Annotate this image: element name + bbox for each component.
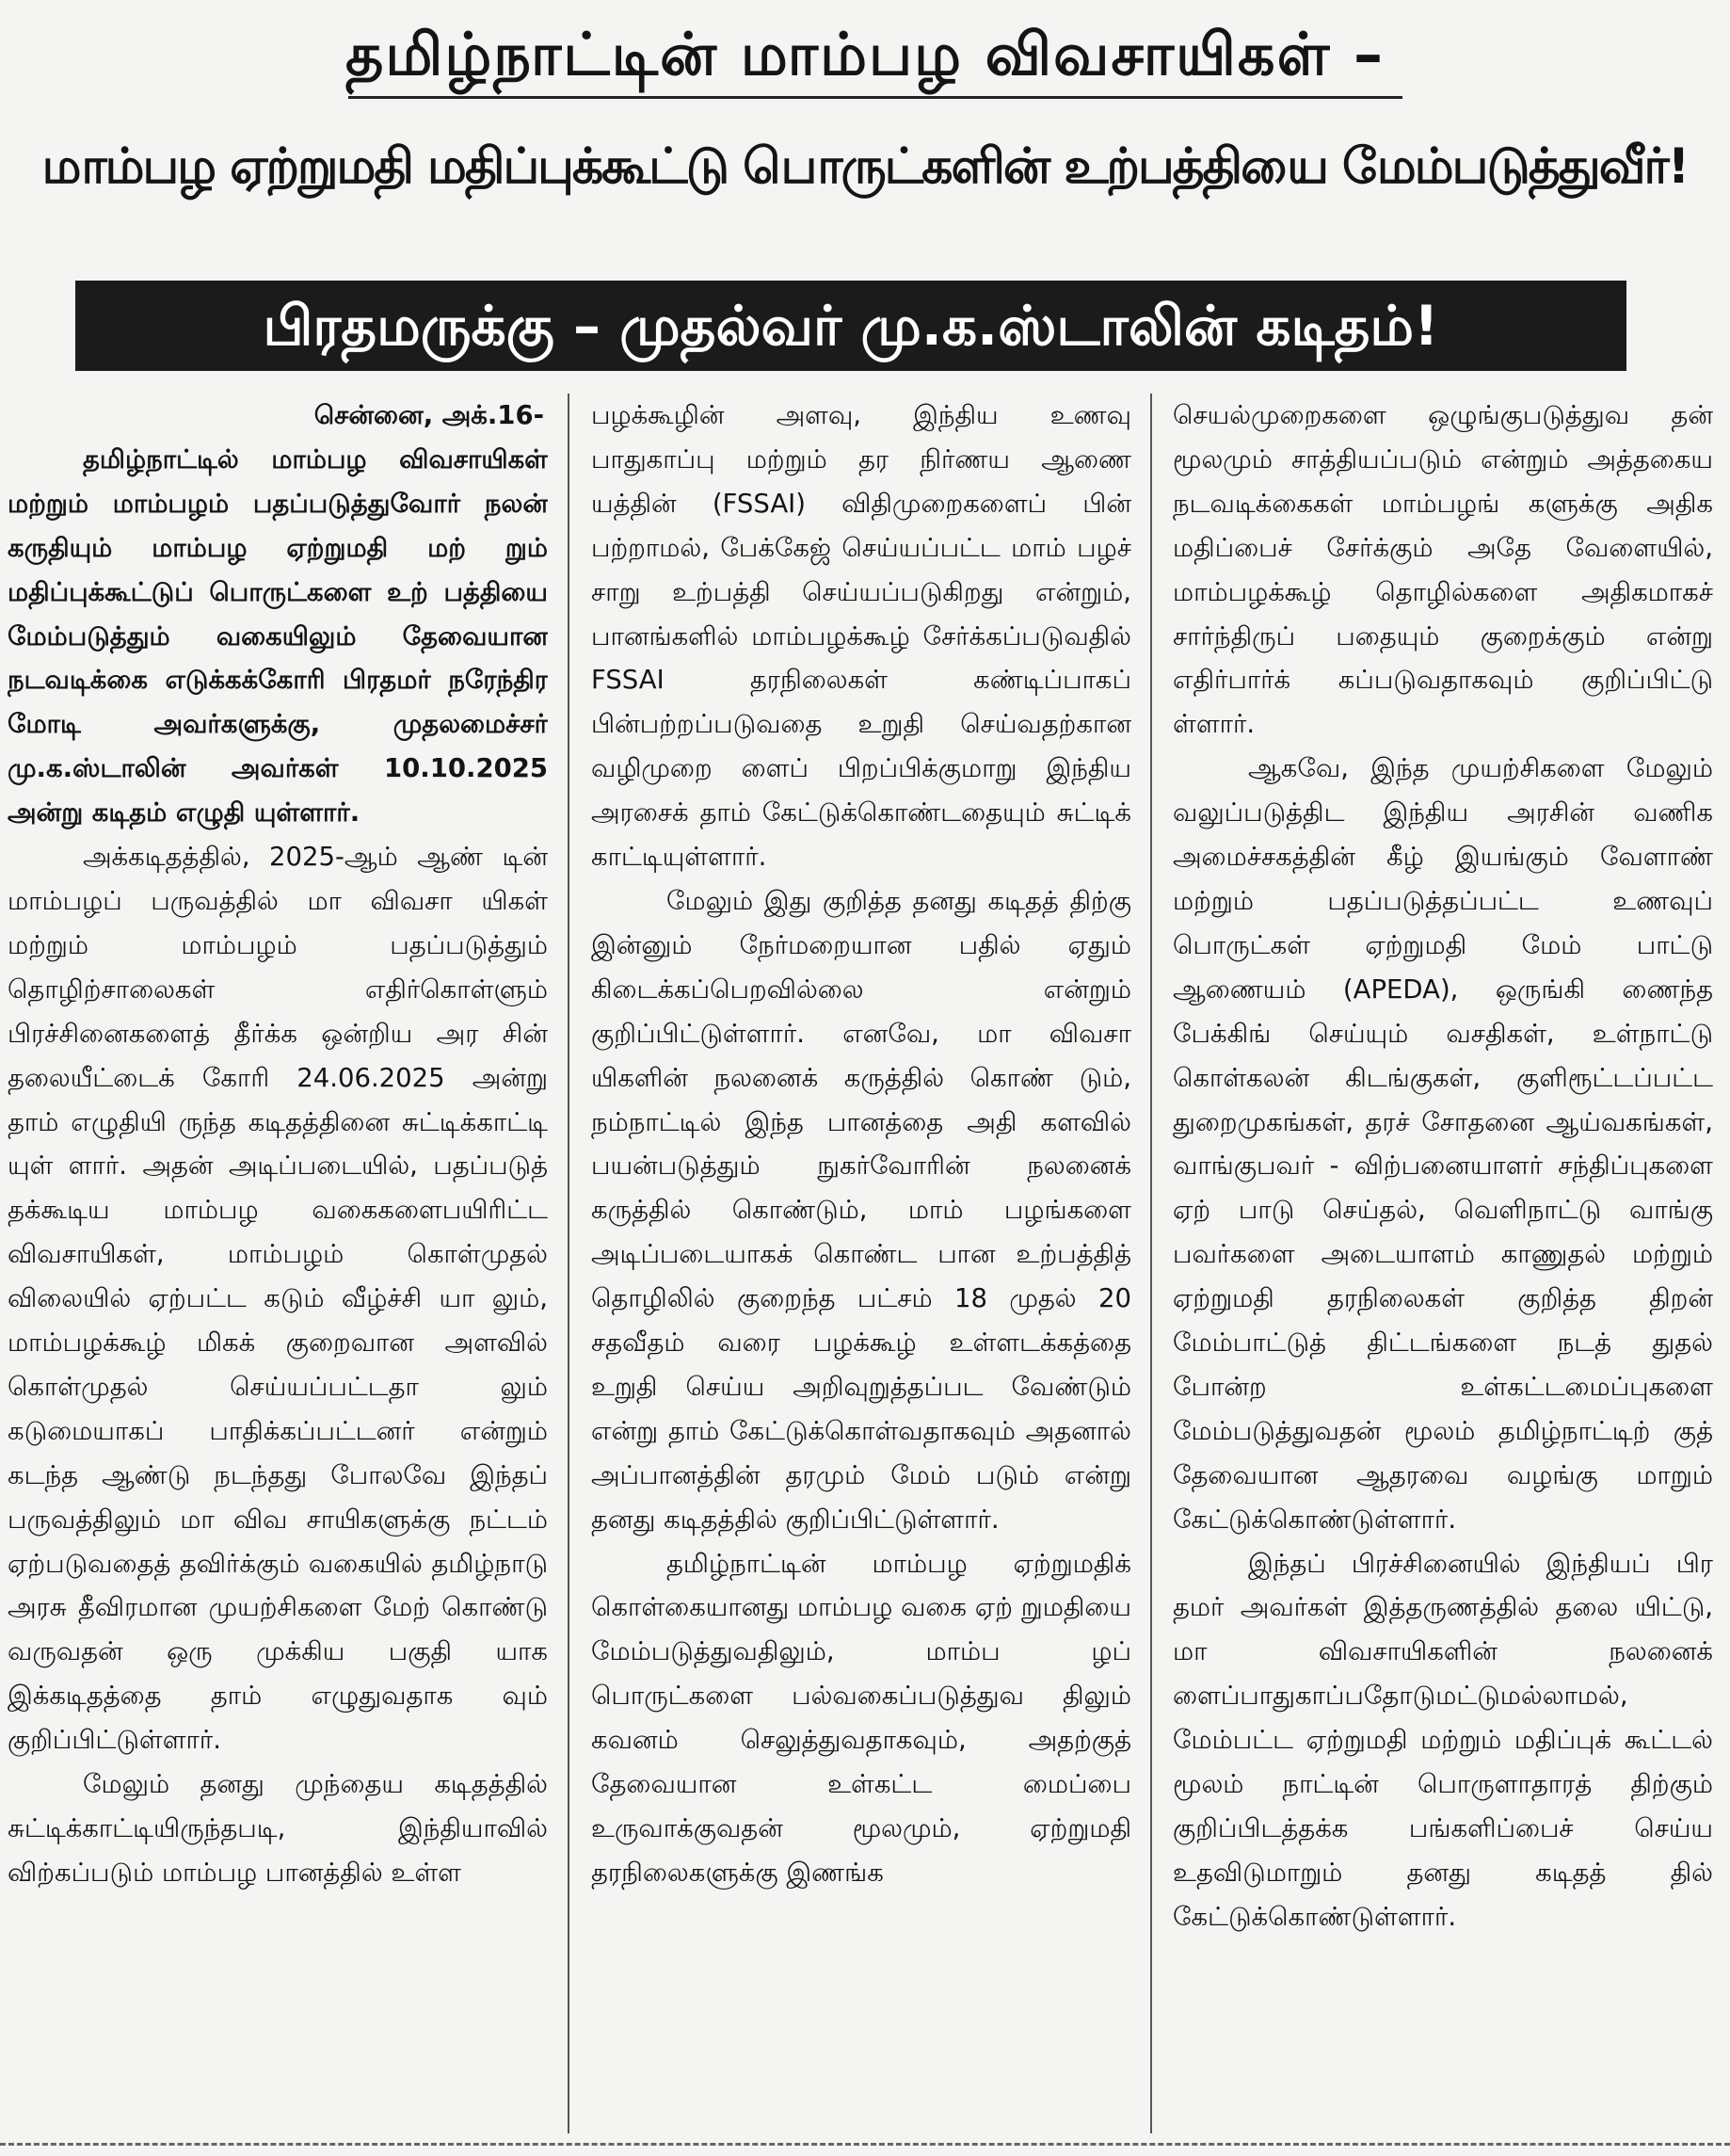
body-paragraph: மேலும் தனது முந்தைய கடிதத்தில் சுட்டிக்காட்டியிருந்தபடி, இந்தியாவில் விற்கப்படும் மாம்பழ பானத்தில் உள்ள xyxy=(8,1769,548,1888)
column-divider xyxy=(1150,394,1152,2133)
body-paragraph: ஆகவே, இந்த முயற்சிகளை மேலும் வலுப்படுத்திட இந்திய அரசின் வணிக அமைச்சகத்தின் கீழ் இயங்கும் வேளாண் மற்றும் பதப்படுத்தப்பட்ட உணவுப் பொருட்கள் ஏற்றுமதி மேம் பாட்டு ஆணையம் (APEDA), ஒருங்கி ணைந்த பேக்கிங் செய்யும் வசதிகள், உள்நாட்டு கொள்கலன் கிடங்குகள், குளிரூட்டப்பட்ட துறைமுகங்கள், தரச் சோதனை ஆய்வகங்கள், வாங்குபவர் - விற்பனையாளர் சந்திப்புகளை ஏற் பாடு செய்தல், வெளிநாட்டு வாங்கு பவர்களை அடையாளம் காணுதல் மற்றும் ஏற்றுமதி தரநிலைகள் குறித்த திறன் மேம்பாட்டுத் திட்டங்களை நடத் துதல் போன்ற உள்கட்டமைப்புகளை மேம்படுத்துவதன் மூலம் தமிழ்நாட்டிற் குத் தேவையான ஆதரவை வழங்கு மாறும் கேட்டுக்கொண்டுள்ளார். xyxy=(1173,753,1713,1535)
article-column-1 xyxy=(8,394,548,2133)
subheadline: பிரதமருக்கு – முதல்வர் மு.க.ஸ்டாலின் கடிதம்! xyxy=(263,294,1439,358)
column-divider xyxy=(568,394,569,2133)
bottom-cut-line xyxy=(0,2143,1730,2146)
body-paragraph: தமிழ்நாட்டின் மாம்பழ ஏற்றுமதிக் கொள்கையானது மாம்பழ வகை ஏற் றுமதியை மேம்படுத்துவதிலும், மாம்ப ழப் பொருட்களை பல்வகைப்படுத்துவ திலும் கவனம் செலுத்துவதாகவும், அதற்குத் தேவையான உள்கட்ட மைப்பை உருவாக்குவதன் மூலமும், ஏற்றுமதி தரநிலைகளுக்கு இணங்க xyxy=(591,1548,1131,1888)
headline: மாம்பழ ஏற்றுமதி மதிப்புக்கூட்டு பொருட்களின் உற்பத்தியை மேம்படுத்துவீர்! xyxy=(41,138,1689,195)
body-paragraph: செயல்முறைகளை ஒழுங்குபடுத்துவ தன் மூலமும் சாத்தியப்படும் என்றும் அத்தகைய நடவடிக்கைகள் மாம்பழங் களுக்கு அதிக மதிப்பைச் சேர்க்கும் அதே வேளையில், மாம்பழக்கூழ் தொழில்களை அதிகமாகச் சார்ந்திருப் பதையும் குறைக்கும் என்று எதிர்பார்க் கப்படுவதாகவும் குறிப்பிட்டு ள்ளார். xyxy=(1173,400,1713,740)
lead-paragraph: தமிழ்நாட்டில் மாம்பழ விவசாயிகள் மற்றும் மாம்பழம் பதப்படுத்துவோர் நலன் கருதியும் மாம்பழ ஏற்றுமதி மற் றும் மதிப்புக்கூட்டுப் பொருட்களை உற் பத்தியை மேம்படுத்தும் வகையிலும் தேவையான நடவடிக்கை எடுக்கக்கோரி பிரதமர் நரேந்திர மோடி அவர்களுக்கு, முதலமைச்சர் மு.க.ஸ்டாலின் அவர்கள் 10.10.2025 அன்று கடிதம் எழுதி யுள்ளார். xyxy=(8,443,548,829)
body-paragraph: அக்கடிதத்தில், 2025-ஆம் ஆண் டின் மாம்பழப் பருவத்தில் மா விவசா யிகள் மற்றும் மாம்பழம் பதப்படுத்தும் தொழிற்சாலைகள் எதிர்கொள்ளும் பிரச்சினைகளைத் தீர்க்க ஒன்றிய அர சின் தலையீட்டைக் கோரி 24.06.2025 அன்று தாம் எழுதியி ருந்த கடிதத்தினை சுட்டிக்காட்டி யுள் ளார். அதன் அடிப்படையில், பதப்படுத் தக்கூடிய மாம்பழ வகைகளைபயிரிட்ட விவசாயிகள், மாம்பழம் கொள்முதல் விலையில் ஏற்பட்ட கடும் வீழ்ச்சி யா லும், மாம்பழக்கூழ் மிகக் குறைவான அளவில் கொள்முதல் செய்யப்பட்டதா லும் கடுமையாகப் பாதிக்கப்பட்டனர் என்றும் கடந்த ஆண்டு நடந்தது போலவே இந்தப் பருவத்திலும் மா விவ சாயிகளுக்கு நட்டம் ஏற்படுவதைத் தவிர்க்கும் வகையில் தமிழ்நாடு அரசு தீவிரமான முயற்சிகளை மேற் கொண்டு வருவதன் ஒரு முக்கிய பகுதி யாக இக்கடிதத்தை தாம் எழுதுவதாக வும் குறிப்பிட்டுள்ளார். xyxy=(8,842,548,1756)
subheadline-bar xyxy=(75,281,1626,371)
body-paragraph: இந்தப் பிரச்சினையில் இந்தியப் பிர தமர் அவர்கள் இத்தருணத்தில் தலை யிட்டு, மா விவசாயிகளின் நலனைக் ளைப்பாதுகாப்பதோடுமட்டுமல்லாமல், மேம்பட்ட ஏற்றுமதி மற்றும் மதிப்புக் கூட்டல் மூலம் நாட்டின் பொருளாதாரத் திற்கும் குறிப்பிடத்தக்க பங்களிப்பைச் செய்ய உதவிடுமாறும் தனது கடிதத் தில் கேட்டுக்கொண்டுள்ளார். xyxy=(1173,1548,1713,1932)
title-rule xyxy=(348,96,1402,99)
article-column-2 xyxy=(591,394,1131,2133)
body-paragraph: பழக்கூழின் அளவு, இந்திய உணவு பாதுகாப்பு மற்றும் தர நிர்ணய ஆணை யத்தின் (FSSAI) விதிமுறைகளைப் பின் பற்றாமல், பேக்கேஜ் செய்யப்பட்ட மாம் பழச் சாறு உற்பத்தி செய்யப்படுகிறது என்றும், பானங்களில் மாம்பழக்கூழ் சேர்க்கப்படுவதில் FSSAI தரநிலைகள் கண்டிப்பாகப் பின்பற்றப்படுவதை உறுதி செய்வதற்கான வழிமுறை ளைப் பிறப்பிக்குமாறு இந்திய அரசைக் தாம் கேட்டுக்கொண்டதையும் சுட்டிக் காட்டியுள்ளார். xyxy=(591,400,1131,873)
kicker-title: தமிழ்நாட்டின் மாம்பழ விவசாயிகள் – xyxy=(344,20,1386,88)
article-column-3 xyxy=(1173,394,1713,2133)
body-paragraph: மேலும் இது குறித்த தனது கடிதத் திற்கு இன்னும் நேர்மறையான பதில் ஏதும் கிடைக்கப்பெறவில்லை என்றும் குறிப்பிட்டுள்ளார். எனவே, மா விவசா யிகளின் நலனைக் கருத்தில் கொண் டும், நம்நாட்டில் இந்த பானத்தை அதி களவில் பயன்படுத்தும் நுகர்வோரின் நலனைக் கருத்தில் கொண்டும், மாம் பழங்களை அடிப்படையாகக் கொண்ட பான உற்பத்தித் தொழிலில் குறைந்த பட்சம் 18 முதல் 20 சதவீதம் வரை பழக்கூழ் உள்ளடக்கத்தை உறுதி செய்ய அறிவுறுத்தப்பட வேண்டும் என்று தாம் கேட்டுக்கொள்வதாகவும் அதனால் அப்பானத்தின் தரமும் மேம் படும் என்று தனது கடிதத்தில் குறிப்பிட்டுள்ளார். xyxy=(591,885,1131,1535)
dateline: சென்னை, அக்.16- xyxy=(313,400,544,430)
